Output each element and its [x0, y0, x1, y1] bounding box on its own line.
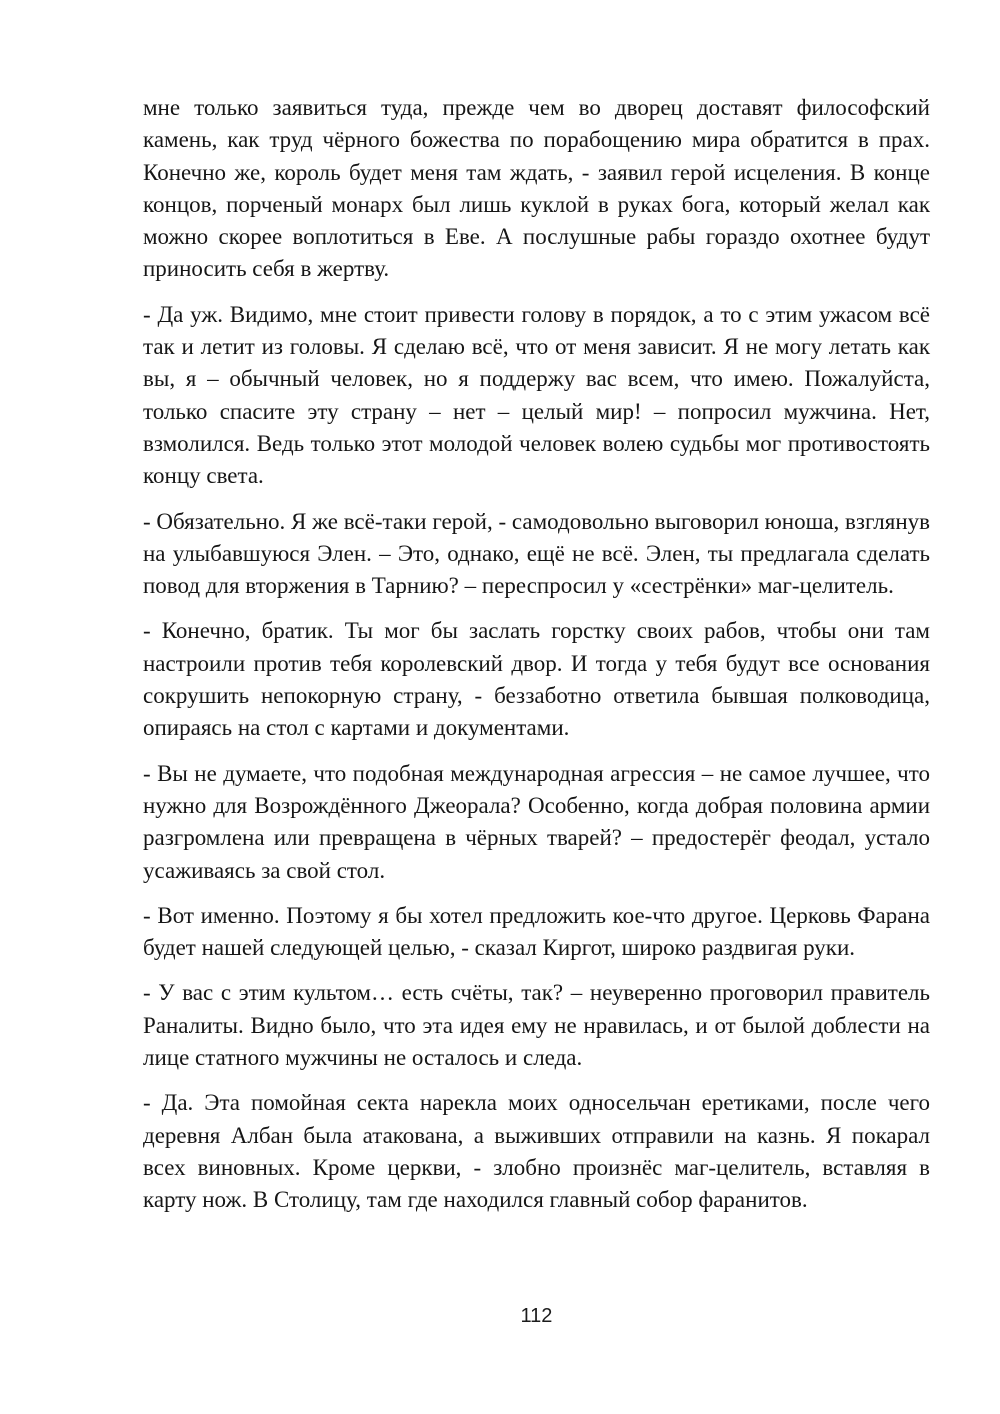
body-paragraph: - Вот именно. Поэтому я бы хотел предложить кое-что другое. Церковь Фарана будет нашей следующей целью, - сказал Киргот, широко раздвигая руки.: [143, 902, 930, 961]
body-paragraph: - У вас с этим культом… есть счёты, так? – неуверенно проговорил правитель Раналиты. Видно было, что эта идея ему не нравилась, и от былой доблести на лице статного мужчины не осталось и следа.: [143, 980, 930, 1071]
body-paragraph: - Да. Эта помойная секта нарекла моих односельчан еретиками, после чего деревня Албан была атакована, а выживших отправили на казнь. Я покарал всех виновных. Кроме церкви, - злобно произнёс маг-целитель, вставляя в карту нож. В Столицу, там где находился главный собор фаранитов.: [143, 1090, 930, 1213]
body-paragraph: - Да уж. Видимо, мне стоит привести голову в порядок, а то с этим ужасом всё так и летит из головы. Я сделаю всё, что от меня зависит. Я не могу летать как вы, я – обычный человек, но я поддержу вас всем, что имею. Пожалуйста, только спасите эту страну – нет – целый мир! – попросил мужчина. Нет, взмолился. Ведь только этот молодой человек волею судьбы мог противостоять концу света.: [143, 301, 930, 489]
body-paragraph: - Вы не думаете, что подобная международная агрессия – не самое лучшее, что нужно для Возрождённого Джеорала? Особенно, когда добрая половина армии разгромлена или превращена в чёрных тварей? – предостерёг феодал, устало усаживаясь за свой стол.: [143, 760, 930, 883]
body-paragraph: - Обязательно. Я же всё-таки герой, - самодовольно выговорил юноша, взглянув на улыбавшуюся Элен. – Это, однако, ещё не всё. Элен, ты предлагала сделать повод для вторжения в Тарнию? – переспросил у «сестрёнки» маг-целитель.: [143, 508, 930, 599]
body-paragraph: - Конечно, братик. Ты мог бы заслать горстку своих рабов, чтобы они там настроили против тебя королевский двор. И тогда у тебя будут все основания сокрушить непокорную страну, - беззаботно ответила бывшая полководица, опираясь на стол с картами и документами.: [143, 618, 930, 741]
page-number: 112: [520, 1305, 553, 1327]
body-paragraph: мне только заявиться туда, прежде чем во дворец доставят философский камень, как труд чёрного божества по порабощению мира обратится в прах. Конечно же, король будет меня там ждать, - заявил герой исцеления. В конце концов, порченый монарх был лишь куклой в руках бога, который желал как можно скорее воплотиться в Еве. А послушные рабы гораздо охотнее будут приносить себя в жертву.: [143, 95, 930, 282]
text-block: [143, 92, 930, 1230]
